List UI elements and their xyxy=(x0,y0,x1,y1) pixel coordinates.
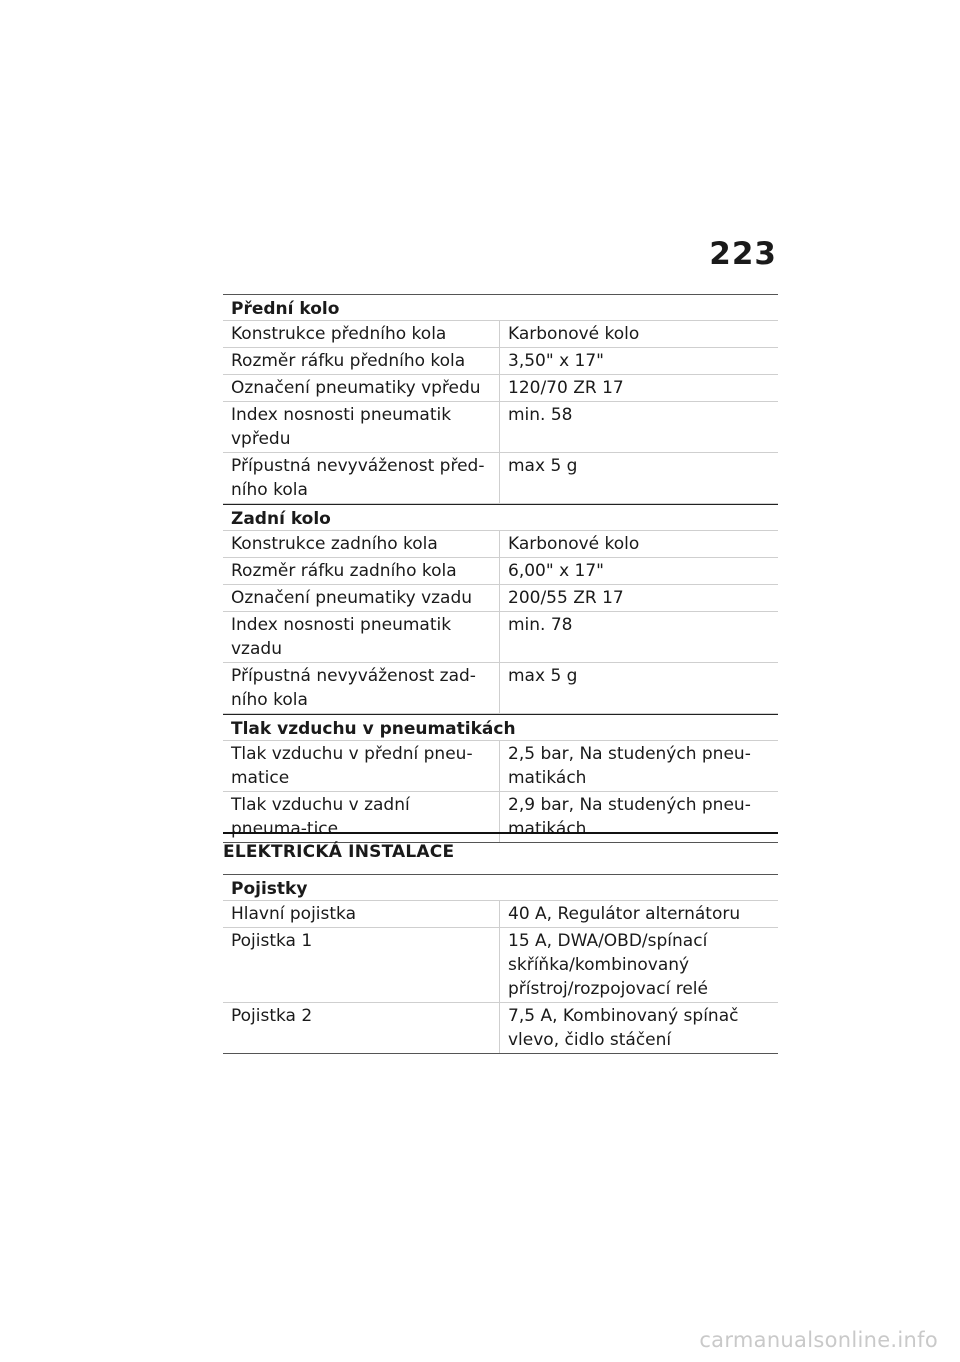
row-value: 120/70 ZR 17 xyxy=(508,378,624,398)
table-row xyxy=(223,321,778,348)
table-row xyxy=(223,1003,778,1054)
row-label: Index nosnosti pneumatik vzadu xyxy=(223,612,500,662)
row-label: Index nosnosti pneumatik vpředu xyxy=(223,402,500,452)
table-row xyxy=(223,901,778,928)
row-label: Konstrukce předního kola xyxy=(223,321,500,347)
row-value: Karbonové kolo xyxy=(508,534,640,554)
section-title-front-wheel: Přední kolo xyxy=(223,295,778,321)
row-label: Tlak vzduchu v přední pneu-matice xyxy=(223,741,500,791)
table-row xyxy=(223,348,778,375)
row-value: 7,5 A, Kombinovaný spínač vlevo, čidlo stáčení xyxy=(508,1006,739,1050)
chapter-title: ELEKTRICKÁ INSTALACE xyxy=(223,832,778,874)
row-label: Označení pneumatiky vpředu xyxy=(223,375,500,401)
row-value: 15 A, DWA/OBD/spínací skříňka/kombinovaný přístroj/rozpojovací relé xyxy=(508,931,708,999)
row-label: Pojistka 2 xyxy=(223,1003,500,1053)
row-value: 2,9 bar, Na studených pneu-matikách xyxy=(508,795,751,839)
row-value: max 5 g xyxy=(508,456,578,476)
table-row xyxy=(223,558,778,585)
row-value: 6,00" x 17" xyxy=(508,561,604,581)
table-row xyxy=(223,531,778,558)
table-row xyxy=(223,741,778,792)
row-label: Hlavní pojistka xyxy=(223,901,500,927)
row-value: 40 A, Regulátor alternátoru xyxy=(508,904,741,924)
row-label: Konstrukce zadního kola xyxy=(223,531,500,557)
table-row xyxy=(223,585,778,612)
row-value: 200/55 ZR 17 xyxy=(508,588,624,608)
row-label: Pojistka 1 xyxy=(223,928,500,1002)
row-label: Přípustná nevyváženost před-ního kola xyxy=(223,453,500,503)
row-label: Rozměr ráfku zadního kola xyxy=(223,558,500,584)
row-value: 3,50" x 17" xyxy=(508,351,604,371)
row-label: Tlak vzduchu v zadní pneuma-tice xyxy=(223,792,500,842)
row-label: Rozměr ráfku předního kola xyxy=(223,348,500,374)
watermark: carmanualsonline.info xyxy=(699,1328,938,1352)
row-label: Přípustná nevyváženost zad-ního kola xyxy=(223,663,500,713)
electrical-section xyxy=(223,832,778,1054)
row-value: min. 58 xyxy=(508,405,573,425)
row-value: min. 78 xyxy=(508,615,573,635)
section-title-fuses: Pojistky xyxy=(223,875,778,901)
table-row xyxy=(223,402,778,453)
row-value: Karbonové kolo xyxy=(508,324,640,344)
table-row xyxy=(223,453,778,504)
wheel-specs-table xyxy=(223,294,778,843)
table-row xyxy=(223,612,778,663)
section-title-rear-wheel: Zadní kolo xyxy=(223,504,778,531)
row-value: 2,5 bar, Na studených pneu-matikách xyxy=(508,744,751,788)
row-value: max 5 g xyxy=(508,666,578,686)
row-label: Označení pneumatiky vzadu xyxy=(223,585,500,611)
section-title-tire-pressure: Tlak vzduchu v pneumatikách xyxy=(223,714,778,741)
table-row xyxy=(223,928,778,1003)
table-row xyxy=(223,663,778,714)
table-row xyxy=(223,375,778,402)
page-number: 223 xyxy=(709,236,777,272)
